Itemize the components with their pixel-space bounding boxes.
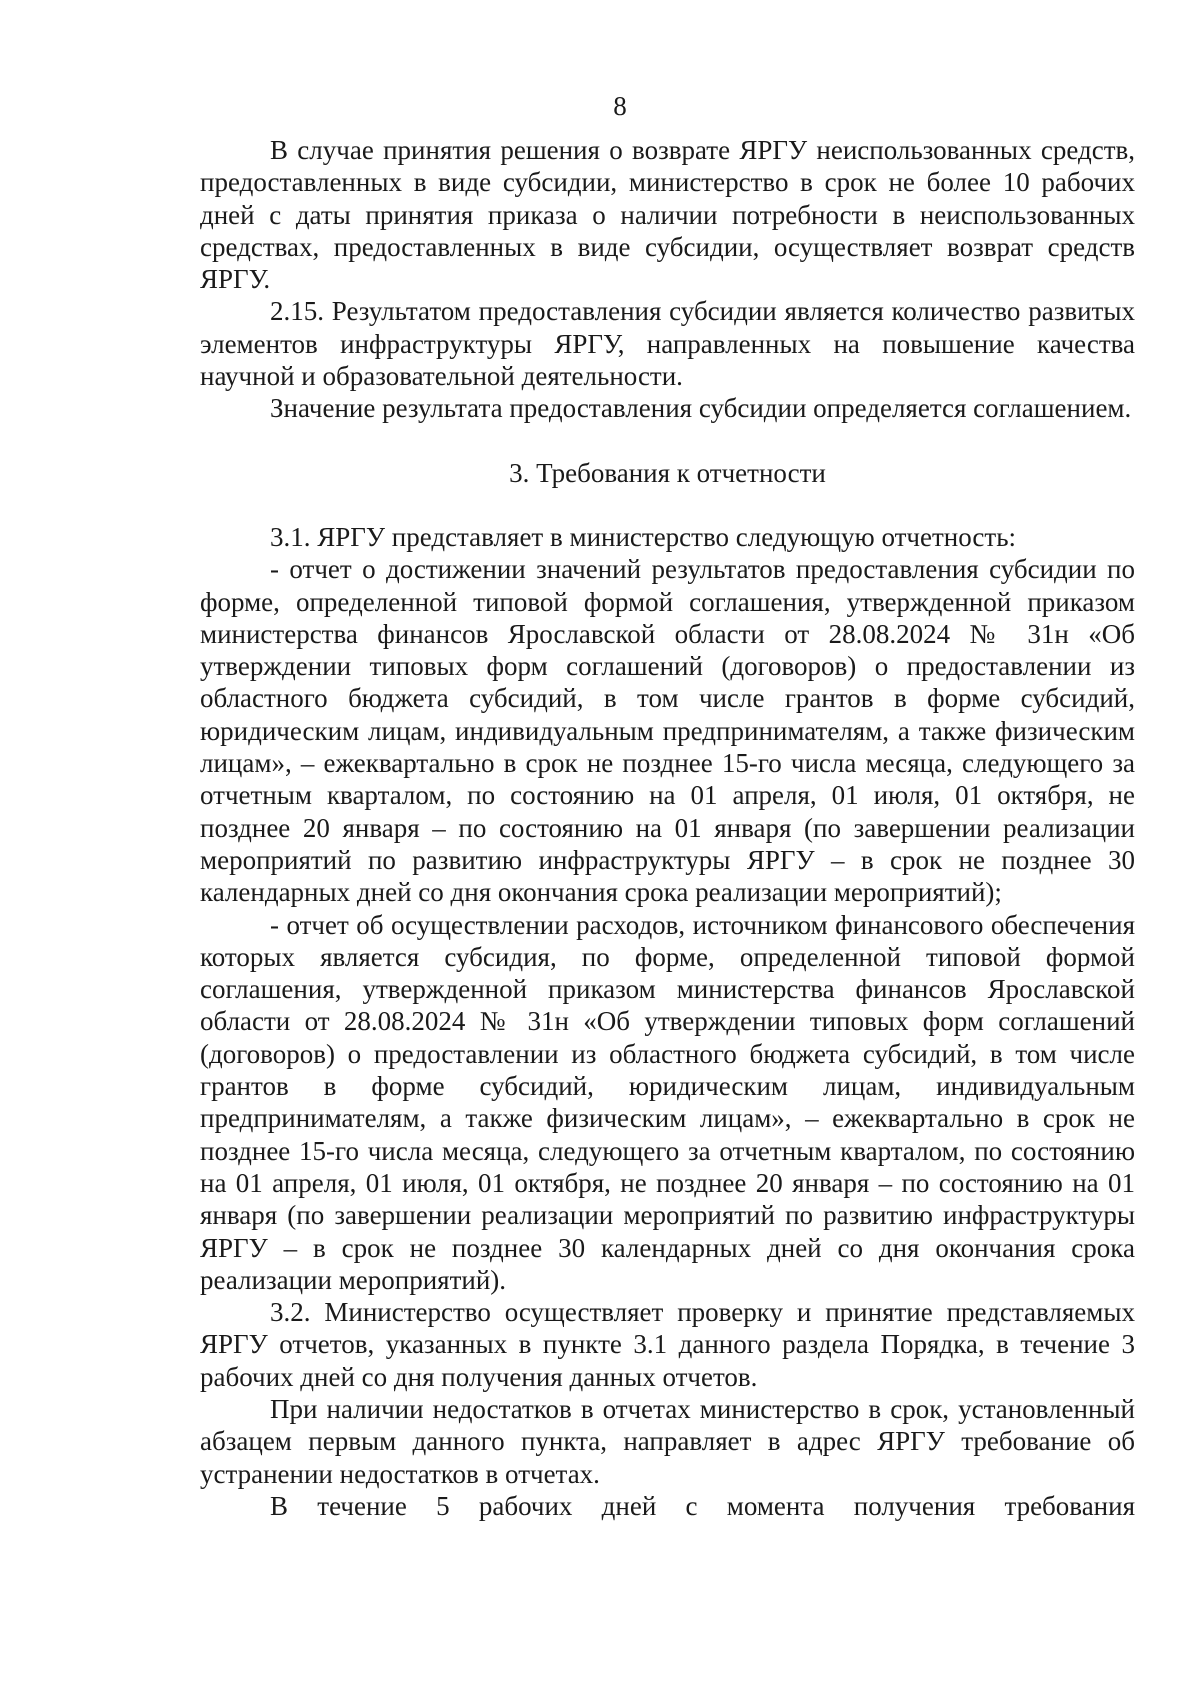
page-number: 8 [613, 91, 627, 121]
section-heading: 3. Требования к отчетности [509, 457, 826, 488]
paragraph-result-value: Значение результата предоставления субсидии определяется соглашением. [270, 393, 1132, 424]
paragraph-deficiencies: При наличии недостатков в отчетах министерство в срок, установленный абзацем первым данного пункта, направляет в адрес ЯРГУ требование об устранении недостатков в отчетах. [200, 1393, 1135, 1489]
paragraph-report-expenses: - отчет об осуществлении расходов, источником финансового обеспечения которых является субсидия, по форме, определенной типовой формой соглашения, утвержденной приказом министерства финансов Ярославской области от 28.08.2024 № 31н «Об утверждении типовых форм соглашений (договоров) о предоставлении из областного бюджета субсидий, в том числе грантов в форме субсидий, юридическим лицам, индивидуальным предпринимателям, а также физическим лицам», – ежеквартально в срок не позднее 15-го числа месяца, следующего за отчетным кварталом, по состоянию на 01 апреля, 01 июля, 01 октября, не позднее 20 января – по состоянию на 01 января (по завершении реализации мероприятий по развитию инфраструктуры ЯРГУ – в срок не позднее 30 календарных дней со дня окончания срока реализации мероприятий). [200, 909, 1135, 1295]
paragraph-refund-decision: В случае принятия решения о возврате ЯРГУ неиспользованных средств, предоставленных в виде субсидии, министерство в срок не более 10 рабочих дней с даты принятия приказа о наличии потребности в неиспользованных средствах, предоставленных в виде субсидии, осуществляет возврат средств ЯРГУ. [200, 135, 1135, 295]
paragraph-3-1-intro: 3.1. ЯРГУ представляет в министерство следующую отчетность: [270, 521, 1017, 552]
document-body [200, 134, 1135, 1522]
paragraph-2-15-result: 2.15. Результатом предоставления субсидии является количество развитых элементов инфраструктуры ЯРГУ, направленных на повышение качества научной и образовательной деятельности. [200, 296, 1135, 392]
paragraph-within-5-days: В течение 5 рабочих дней с момента получения требования [270, 1490, 1135, 1521]
paragraph-report-results: - отчет о достижении значений результатов предоставления субсидии по форме, определенной типовой формой соглашения, утвержденной приказом министерства финансов Ярославской области от 28.08.2024 № 31н «Об утверждении типовых форм соглашений (договоров) о предоставлении из областного бюджета субсидий, в том числе грантов в форме субсидий, юридическим лицам, индивидуальным предпринимателям, а также физическим лицам», – ежеквартально в срок не позднее 15-го числа месяца, следующего за отчетным кварталом, по состоянию на 01 апреля, 01 июля, 01 октября, не позднее 20 января – по состоянию на 01 января (по завершении реализации мероприятий по развитию инфраструктуры ЯРГУ – в срок не позднее 30 календарных дней со дня окончания срока реализации мероприятий); [200, 554, 1135, 908]
paragraph-3-2-verification: 3.2. Министерство осуществляет проверку и принятие представляемых ЯРГУ отчетов, указанных в пункте 3.1 данного раздела Порядка, в течение 3 рабочих дней со дня получения данных отчетов. [200, 1297, 1135, 1392]
